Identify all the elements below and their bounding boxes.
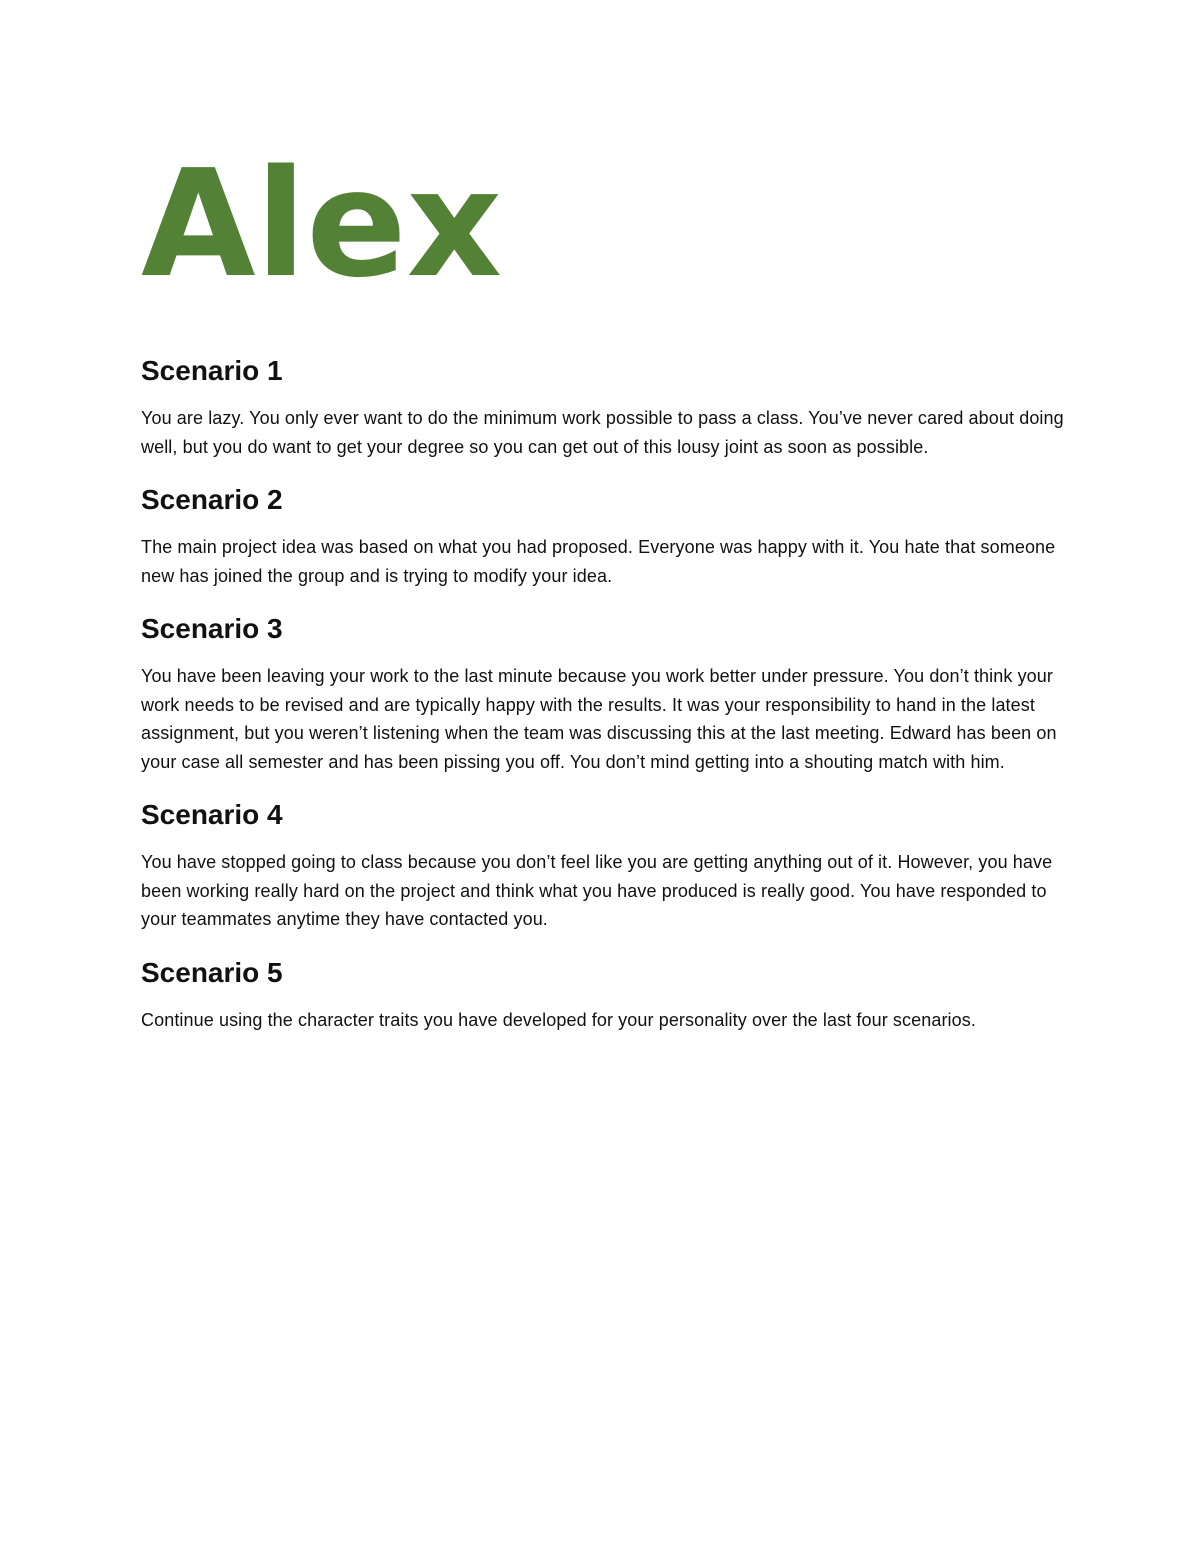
scenario-heading-2: Scenario 2: [141, 484, 283, 515]
scenario-section-2: [141, 483, 1071, 590]
scenario-heading-3: Scenario 3: [141, 613, 283, 644]
document-content: [141, 138, 1071, 1034]
scenario-text-3: You have been leaving your work to the last minute because you work better under pressure. You don’t think your work needs to be revised and are typically happy with the results. It was your responsibility to hand in the latest assignment, but you weren’t listening when the team was discussing this at the last meeting. Edward has been on your case all semester and has been pissing you off. You don’t mind getting into a shouting match with him.: [141, 666, 1057, 772]
scenario-text-4: You have stopped going to class because you don’t feel like you are getting anything out of it. However, you have been working really hard on the project and think what you have produced is really good. You have responded to your teammates anytime they have contacted you.: [141, 852, 1053, 929]
scenario-heading-5: Scenario 5: [141, 956, 283, 988]
scenario-text-1: You are lazy. You only ever want to do the minimum work possible to pass a class. You’ve never cared about doing well, but you do want to get your degree so you can get out of this lousy joint as soon as possible.: [141, 408, 1064, 457]
scenario-text-5: Continue using the character traits you have developed for your personality over the last four scenarios.: [141, 1009, 976, 1030]
character-title: Alex: [141, 138, 503, 310]
scenario-text-2: The main project idea was based on what you had proposed. Everyone was happy with it. You hate that someone new has joined the group and is trying to modify your idea.: [141, 537, 1056, 586]
scenario-section-1: [141, 354, 1071, 461]
scenario-section-3: [141, 612, 1071, 776]
scenario-heading-1: Scenario 1: [141, 355, 283, 386]
scenario-section-5: [141, 956, 1071, 1035]
scenario-heading-4: Scenario 4: [141, 799, 283, 830]
scenario-section-4: [141, 798, 1071, 934]
